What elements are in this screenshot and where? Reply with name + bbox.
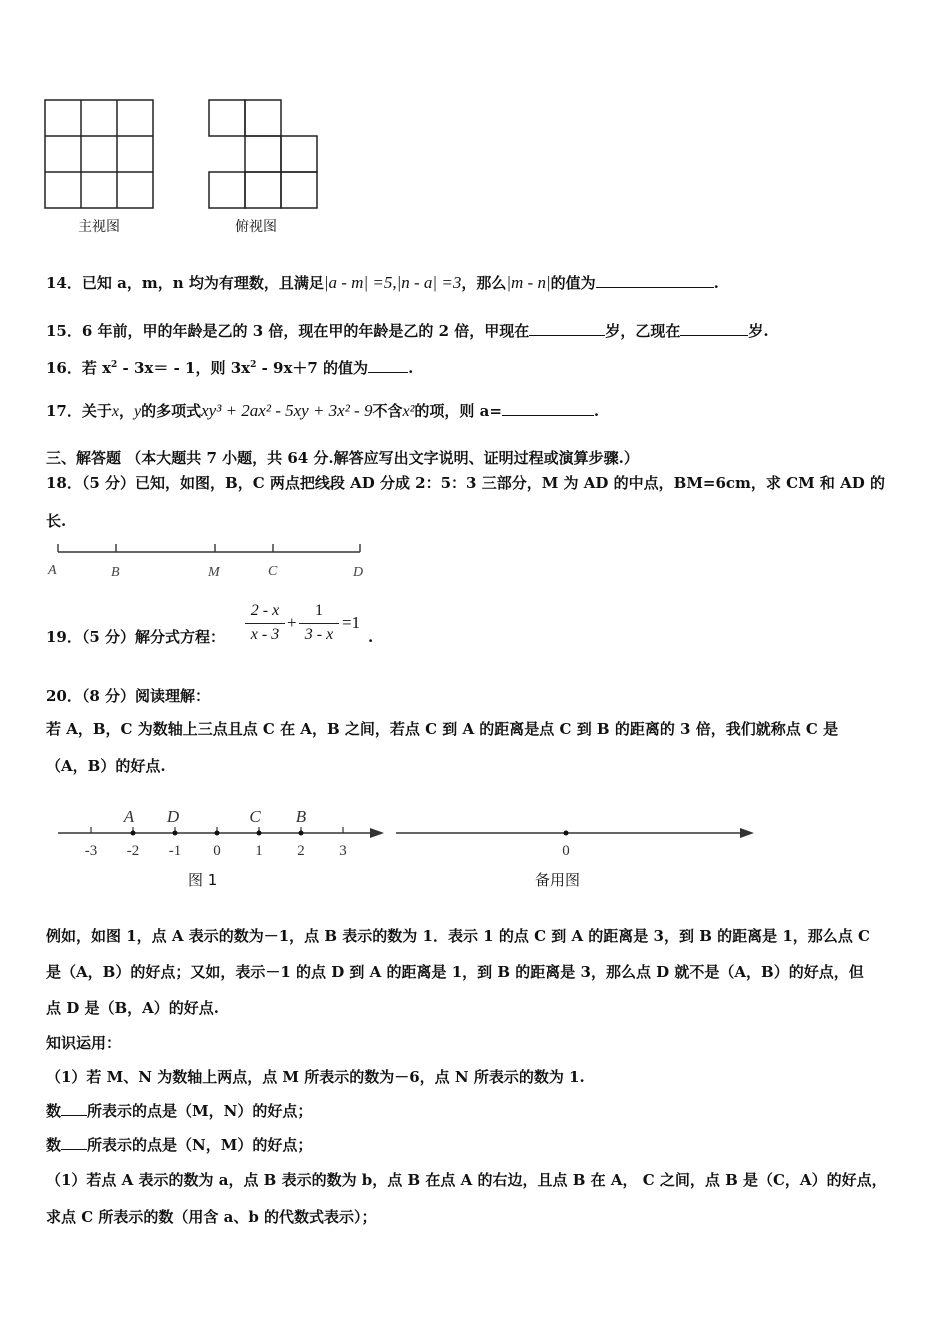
q14-answer-blank[interactable] [596, 273, 714, 288]
section-3-title: 三、解答题 （本大题共 7 小题，共 64 分.解答应写出文字说明、证明过程或演算步骤.） [46, 449, 639, 467]
segment-label-C: C [268, 564, 278, 579]
q19-rhs: =1 [342, 613, 361, 632]
q20-knowledge-title: 知识运用： [46, 1034, 122, 1052]
fig1-tick-label-3: 3 [339, 843, 347, 859]
q16-sup-1: 2 [111, 360, 118, 370]
q20-part-1: （1）若 M、N 为数轴上两点，点 M 所表示的数为－6，点 N 所表示的数为 1. [46, 1068, 585, 1086]
question-18 [46, 473, 885, 493]
q20-part-2-cont: 求点 C 所表示的数（用含 a、b 的代数式表示）； [46, 1208, 377, 1226]
q20-part-1-b-pre: 数 [46, 1136, 62, 1154]
q20-example-3: 点 D 是（B，A）的好点. [46, 999, 219, 1017]
q20-number: 20． [46, 687, 82, 705]
question-16 [46, 355, 413, 378]
figure-1-number-line [50, 800, 390, 870]
q19-pre: （5 分）解分式方程： [81, 628, 226, 646]
q15-number: 15． [46, 322, 82, 340]
q14-pre: 已知 a，m，n 均为有理数，且满足 [81, 274, 324, 292]
segment-label-D: D [353, 565, 364, 580]
question-20 [46, 686, 210, 706]
q19-fraction1-numerator: 2 - x [250, 602, 280, 619]
q19-plus: + [287, 613, 297, 632]
q17-answer-blank[interactable] [502, 401, 594, 416]
q16-mid: - 3x＝ - 1，则 3x [117, 359, 251, 377]
q20-example-1: 例如，如图 1，点 A 表示的数为－1，点 B 表示的数为 1．表示 1 的点 C 到 A 的距离是 3，到 B 的距离是 1，那么点 C [46, 927, 870, 945]
question-14 [46, 273, 719, 293]
q19-fraction2-numerator: 1 [315, 602, 323, 619]
front-view-grid [45, 100, 153, 208]
q15-blank-2[interactable] [680, 321, 748, 336]
fig1-tick-label-1: 1 [255, 843, 263, 859]
q19-fraction1-denominator: x - 3 [250, 626, 280, 643]
q20-part-1-b-post: 所表示的点是（N，M）的好点； [87, 1136, 313, 1154]
q17-mid: 的多项式 [141, 402, 202, 420]
q17-end: . [593, 402, 600, 420]
q18-line2: 长. [46, 512, 67, 530]
fig2-dot-0 [564, 831, 569, 836]
q16-post: - 9x＋7 的值为 [256, 359, 369, 377]
q17-comma: ， [119, 402, 135, 420]
q14-expression: |m - n| [506, 273, 551, 292]
figure-2-caption: 备用图 [535, 871, 581, 889]
fig1-tick-label-m1: -1 [168, 843, 182, 859]
q15-blank-1[interactable] [529, 321, 605, 336]
top-view-grid [209, 100, 317, 208]
q14-end: . [713, 274, 719, 292]
segment-figure [40, 538, 380, 583]
segment-label-M: M [208, 565, 220, 580]
fig1-point-label-D: D [166, 807, 180, 826]
fig1-tick-label-2: 2 [297, 843, 305, 859]
q19-fraction2-bar [299, 623, 339, 624]
front-view-caption: 主视图 [78, 219, 120, 235]
q18-number: 18． [46, 474, 82, 492]
q17-pre: 关于 [81, 402, 112, 420]
q20-part-1-a-blank[interactable] [61, 1101, 87, 1116]
q19-fraction2-denominator: 3 - x [304, 626, 334, 643]
q16-pre: 若 x [81, 359, 112, 377]
question-17 [46, 401, 599, 422]
figure-1-caption: 图 1 [188, 871, 218, 889]
q17-polynomial: xy³ + 2ax² - 5xy + 3x² - 9 [201, 401, 373, 420]
fig1-dot-B [299, 831, 304, 836]
q20-example-2: 是（A，B）的好点；又如，表示－1 的点 D 到 A 的距离是 1，到 B 的距离是 3，那么点 D 就不是（A，B）的好点，但 [46, 963, 864, 981]
fig1-point-label-B: B [295, 807, 307, 826]
q20-head: （8 分）阅读理解： [81, 687, 211, 705]
fig1-dot-C [257, 831, 262, 836]
q20-paragraph-1b: （A，B）的好点. [46, 757, 166, 775]
q20-part-1-a-pre: 数 [46, 1102, 62, 1120]
q15-pre: 6 年前，甲的年龄是乙的 3 倍，现在甲的年龄是乙的 2 倍，甲现在 [81, 322, 530, 340]
q15-unit1: 岁，乙现在 [605, 322, 681, 340]
q14-post: 的值为 [550, 274, 596, 292]
fig1-point-label-C: C [249, 807, 261, 826]
fig2-arrow-icon [740, 828, 754, 838]
q14-mid: ，那么 [461, 274, 507, 292]
fig1-dot-D [173, 831, 178, 836]
q17-mid2: 不含 [372, 402, 403, 420]
question-19 [46, 627, 225, 647]
fig1-tick-label-m2: -2 [126, 843, 140, 859]
fig1-tick-label-m3: -3 [84, 843, 98, 859]
q17-term: x² [402, 403, 415, 420]
top-view-caption: 俯视图 [235, 219, 277, 235]
q17-post: 的项，则 a= [414, 402, 502, 420]
q17-var-x: x [111, 403, 119, 420]
fig1-tick-label-0: 0 [213, 843, 221, 859]
q17-var-y: y [134, 403, 142, 420]
figure-2-number-line [392, 815, 762, 855]
q16-number: 16． [46, 359, 82, 377]
q17-number: 17． [46, 402, 82, 420]
q19-fraction1-bar [245, 623, 285, 624]
fig1-point-label-A: A [123, 807, 135, 826]
q19-end: . [368, 628, 374, 646]
q14-number: 14． [46, 274, 82, 292]
q14-condition: |a - m| =5,|n - a| =3 [323, 273, 462, 292]
q20-part-1-a-post: 所表示的点是（M，N）的好点； [87, 1102, 313, 1120]
q20-part-2: （1）若点 A 表示的数为 a，点 B 表示的数为 b，点 B 在点 A 的右边，且点 B 在 A， C 之间，点 B 是（C，A）的好点， [46, 1171, 887, 1189]
q20-paragraph-1: 若 A，B，C 为数轴上三点且点 C 在 A，B 之间，若点 C 到 A 的距离是点 C 到 B 的距离的 3 倍，我们就称点 C 是 [46, 720, 839, 738]
fig1-dot-A [131, 831, 136, 836]
q19-number: 19． [46, 628, 82, 646]
q20-part-1-b [46, 1135, 312, 1155]
fig2-zero-label: 0 [562, 843, 570, 855]
fig1-dot-0 [215, 831, 220, 836]
q16-end: . [408, 359, 414, 377]
segment-label-A: A [48, 563, 57, 578]
q20-part-1-a [46, 1101, 312, 1121]
q15-unit2: 岁. [748, 322, 769, 340]
q18-line1: （5 分）已知，如图，B，C 两点把线段 AD 分成 2：5：3 三部分，M 为 AD 的中点，BM=6cm，求 CM 和 AD 的 [81, 474, 886, 492]
segment-label-B: B [111, 565, 120, 580]
q20-part-1-b-blank[interactable] [61, 1135, 87, 1150]
question-15 [46, 321, 769, 341]
q16-sup-2: 2 [250, 360, 257, 370]
q19-equation [243, 601, 378, 649]
fig1-arrow-icon [370, 828, 384, 838]
q16-answer-blank[interactable] [368, 358, 408, 373]
